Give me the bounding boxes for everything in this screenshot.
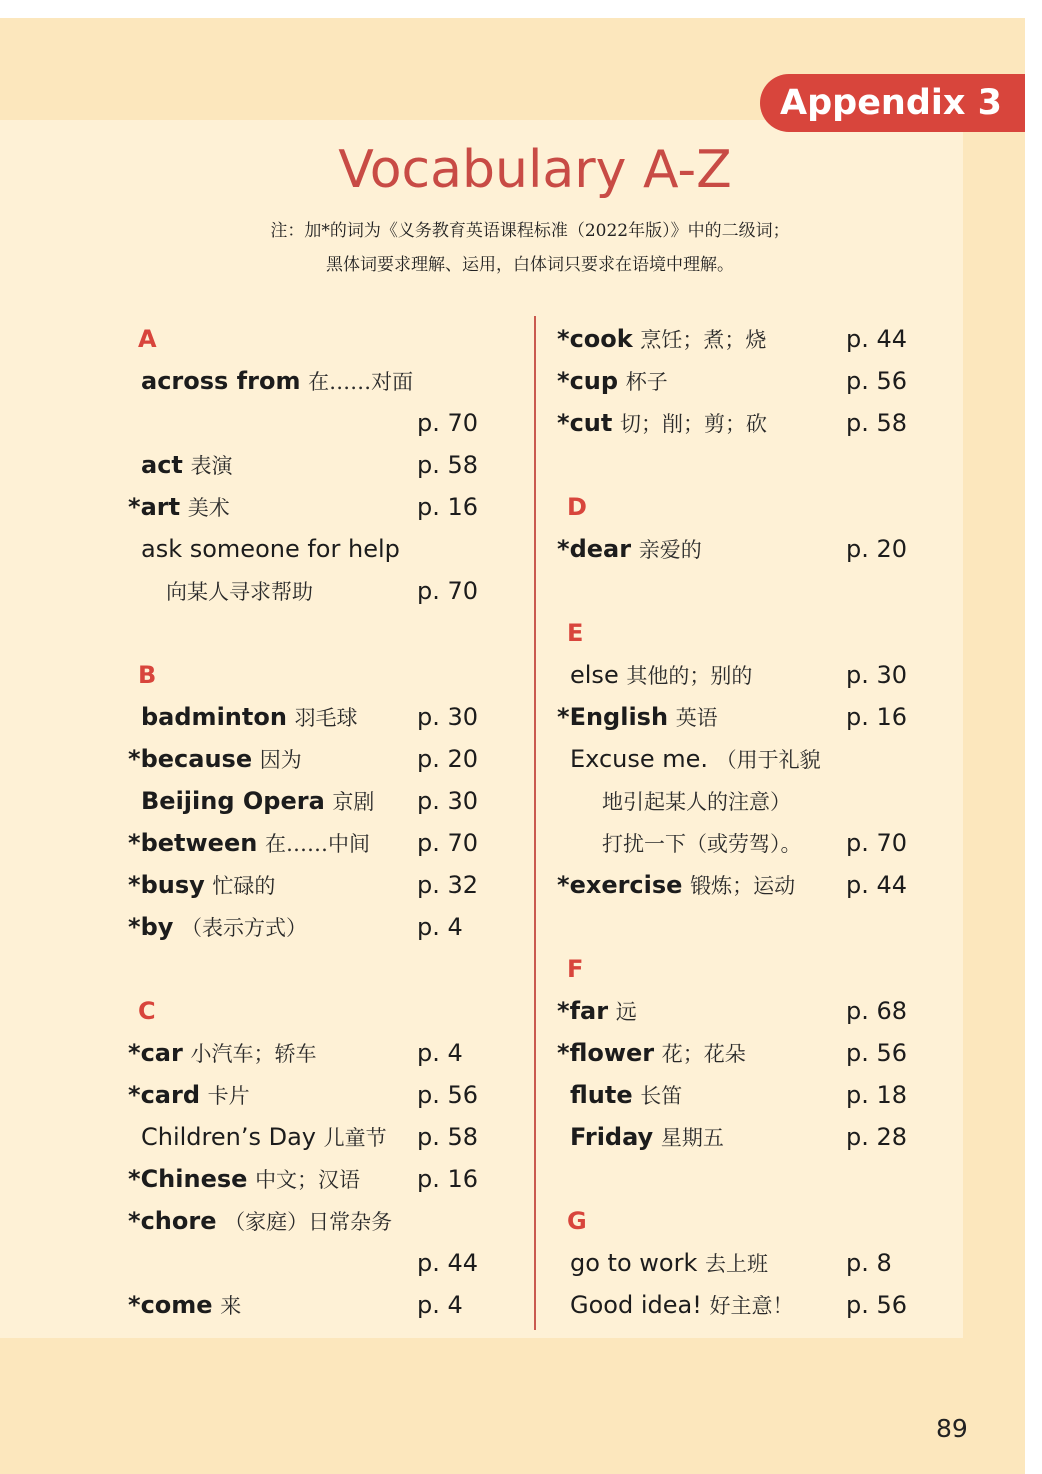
entry-page: p. 16 <box>846 703 908 731</box>
entry-star: * <box>557 535 570 563</box>
entry-word: chore <box>140 1207 217 1235</box>
entry-word: Good idea! <box>570 1291 702 1319</box>
entry-translation: 表演 <box>190 454 233 478</box>
entry-word: between <box>140 829 258 857</box>
entry-page: p. 44 <box>846 325 908 353</box>
entry-translation: 小汽车；轿车 <box>190 1042 317 1066</box>
entry-art <box>128 486 528 528</box>
entry-translation: 因为 <box>259 748 302 772</box>
entry-translation: 京剧 <box>332 790 375 814</box>
entry-page: p. 56 <box>846 367 908 395</box>
entry-car <box>128 1032 528 1074</box>
entry-flower <box>557 1032 917 1074</box>
entry-chinese <box>128 1158 528 1200</box>
entry-word: busy <box>140 871 205 899</box>
entry-else <box>557 654 917 696</box>
entry-word: else <box>570 661 619 689</box>
section-letter-a: A <box>138 325 157 353</box>
entry-far <box>557 990 917 1032</box>
entry-page: p. 68 <box>846 997 908 1025</box>
entry-cut <box>557 402 917 444</box>
entry-word: by <box>140 913 174 941</box>
note-line-1: 注：加*的词为《义务教育英语课程标准（2022年版）》中的二级词； <box>270 221 790 241</box>
entry-star: * <box>128 913 141 941</box>
entry-star: * <box>128 1081 141 1109</box>
entry-page: p. 70 <box>417 829 479 857</box>
entry-translation: 来 <box>220 1294 242 1318</box>
entry-translation: 忙碌的 <box>212 874 276 898</box>
entry-translation: 在……中间 <box>264 832 370 856</box>
entry-word: far <box>569 997 609 1025</box>
entry-translation: 亲爱的 <box>638 538 702 562</box>
entry-page: p. 18 <box>846 1081 908 1109</box>
entry-word: across from <box>141 367 301 395</box>
entry-word: because <box>140 745 253 773</box>
entry-star: * <box>128 493 141 521</box>
page-title: Vocabulary A-Z <box>338 140 732 200</box>
entry-translation: 在……对面 <box>308 370 414 394</box>
appendix-tab: Appendix 3 <box>760 74 1025 132</box>
entry-page: p. 4 <box>417 913 463 941</box>
entry-star: * <box>557 367 570 395</box>
entry-translation: 美术 <box>187 496 230 520</box>
section-letter-d: D <box>567 493 587 521</box>
entry-star: * <box>128 745 141 773</box>
entry-come <box>128 1284 528 1326</box>
entry-translation: 长笛 <box>640 1084 683 1108</box>
entry-chore <box>128 1200 528 1284</box>
entry-page: p. 44 <box>417 1249 479 1277</box>
entry-star: * <box>557 871 570 899</box>
entry-word: card <box>140 1081 200 1109</box>
entry-star: * <box>128 1165 141 1193</box>
section-letter-g: G <box>567 1207 587 1235</box>
entry-act <box>128 444 528 486</box>
entry-beijing-opera <box>128 780 528 822</box>
entry-page: p. 30 <box>417 703 479 731</box>
entry-friday <box>557 1116 917 1158</box>
entry-word: flute <box>570 1081 633 1109</box>
entry-translation: 杯子 <box>625 370 668 394</box>
entry-page: p. 56 <box>417 1081 479 1109</box>
entry-childrens-day <box>128 1116 528 1158</box>
entry-because <box>128 738 528 780</box>
entry-word: Children’s Day <box>141 1123 317 1151</box>
entry-page: p. 44 <box>846 871 908 899</box>
entry-word: go to work <box>570 1249 698 1277</box>
entry-star: * <box>128 871 141 899</box>
entry-page: p. 58 <box>417 451 479 479</box>
entry-dear <box>557 528 917 570</box>
entry-word: Excuse me. <box>570 745 709 773</box>
entry-word: Friday <box>570 1123 654 1151</box>
entry-page: p. 70 <box>417 577 479 605</box>
entry-page: p. 4 <box>417 1291 463 1319</box>
entry-cook <box>557 318 917 360</box>
entry-word: English <box>569 703 669 731</box>
section-letter-f: F <box>567 955 584 983</box>
entry-translation: （表示方式） <box>181 916 308 940</box>
entry-translation: 中文；汉语 <box>255 1168 361 1192</box>
entry-good-idea <box>557 1284 917 1326</box>
entry-translation: 向某人寻求帮助 <box>166 580 313 604</box>
entry-star: * <box>128 1291 141 1319</box>
section-letter-c: C <box>138 997 156 1025</box>
entry-word: cut <box>569 409 613 437</box>
entry-star: * <box>128 1039 141 1067</box>
entry-translation: （家庭）日常杂务 <box>224 1210 393 1234</box>
entry-translation: 儿童节 <box>323 1126 387 1150</box>
section-letter-b: B <box>138 661 157 689</box>
entry-translation: 烹饪；煮；烧 <box>640 328 767 352</box>
entry-star: * <box>128 829 141 857</box>
entry-english <box>557 696 917 738</box>
entry-translation: 其他的；别的 <box>626 664 753 688</box>
entry-page: p. 8 <box>846 1249 892 1277</box>
entry-ask-someone-for-help <box>128 528 528 612</box>
entry-word: cook <box>569 325 633 353</box>
page-number: 89 <box>936 1414 968 1443</box>
entry-page: p. 16 <box>417 1165 479 1193</box>
entry-translation: 星期五 <box>660 1126 724 1150</box>
entry-badminton <box>128 696 528 738</box>
entry-page: p. 58 <box>417 1123 479 1151</box>
entry-word: exercise <box>569 871 683 899</box>
entry-page: p. 56 <box>846 1039 908 1067</box>
entry-page: p. 30 <box>846 661 908 689</box>
entry-card <box>128 1074 528 1116</box>
entry-go-to-work <box>557 1242 917 1284</box>
entry-star: * <box>557 1039 570 1067</box>
entry-translation: 切；削；剪；砍 <box>620 412 767 436</box>
entry-translation: 英语 <box>675 706 718 730</box>
entry-excuse-me <box>557 738 917 864</box>
entry-word: cup <box>569 367 619 395</box>
entry-star: * <box>128 1207 141 1235</box>
entry-word: Chinese <box>140 1165 248 1193</box>
entry-flute <box>557 1074 917 1116</box>
entry-word: ask someone for help <box>141 535 400 563</box>
entry-page: p. 70 <box>846 829 908 857</box>
column-divider <box>534 316 536 1330</box>
entry-translation: 卡片 <box>207 1084 250 1108</box>
entry-translation-2: 地引起某人的注意） <box>602 790 791 814</box>
entry-translation: 锻炼；运动 <box>690 874 796 898</box>
entry-between <box>128 822 528 864</box>
entry-word: car <box>140 1039 183 1067</box>
entry-page: p. 4 <box>417 1039 463 1067</box>
entry-page: p. 32 <box>417 871 479 899</box>
entry-page: p. 16 <box>417 493 479 521</box>
entry-word: come <box>140 1291 213 1319</box>
entry-translation: 花；花朵 <box>661 1042 746 1066</box>
entry-page: p. 58 <box>846 409 908 437</box>
entry-across-from <box>128 360 528 444</box>
entry-page: p. 30 <box>417 787 479 815</box>
entry-star: * <box>557 703 570 731</box>
entry-word: flower <box>569 1039 655 1067</box>
entry-word: art <box>140 493 181 521</box>
entry-star: * <box>557 997 570 1025</box>
entry-cup <box>557 360 917 402</box>
entry-busy <box>128 864 528 906</box>
entry-star: * <box>557 325 570 353</box>
entry-page: p. 20 <box>417 745 479 773</box>
entry-page: p. 20 <box>846 535 908 563</box>
entry-translation: 去上班 <box>705 1252 768 1276</box>
entry-word: dear <box>569 535 632 563</box>
entry-star: * <box>557 409 570 437</box>
entry-translation: 远 <box>615 1000 637 1024</box>
note-line-2: 黑体词要求理解、运用，白体词只要求在语境中理解。 <box>326 255 734 275</box>
section-letter-e: E <box>567 619 584 647</box>
entry-word: act <box>141 451 183 479</box>
entry-translation: 羽毛球 <box>294 706 358 730</box>
entry-page: p. 28 <box>846 1123 908 1151</box>
entry-translation-3: 打扰一下（或劳驾）。 <box>602 832 802 856</box>
right-column <box>557 318 917 1326</box>
entry-by <box>128 906 528 948</box>
entry-exercise <box>557 864 917 906</box>
left-column <box>128 318 528 1326</box>
entry-page: p. 70 <box>417 409 479 437</box>
entry-word: Beijing Opera <box>141 787 325 815</box>
entry-translation: 好主意！ <box>709 1294 794 1318</box>
entry-translation-1: （用于礼貌 <box>715 748 821 772</box>
entry-word: badminton <box>141 703 287 731</box>
entry-page: p. 56 <box>846 1291 908 1319</box>
